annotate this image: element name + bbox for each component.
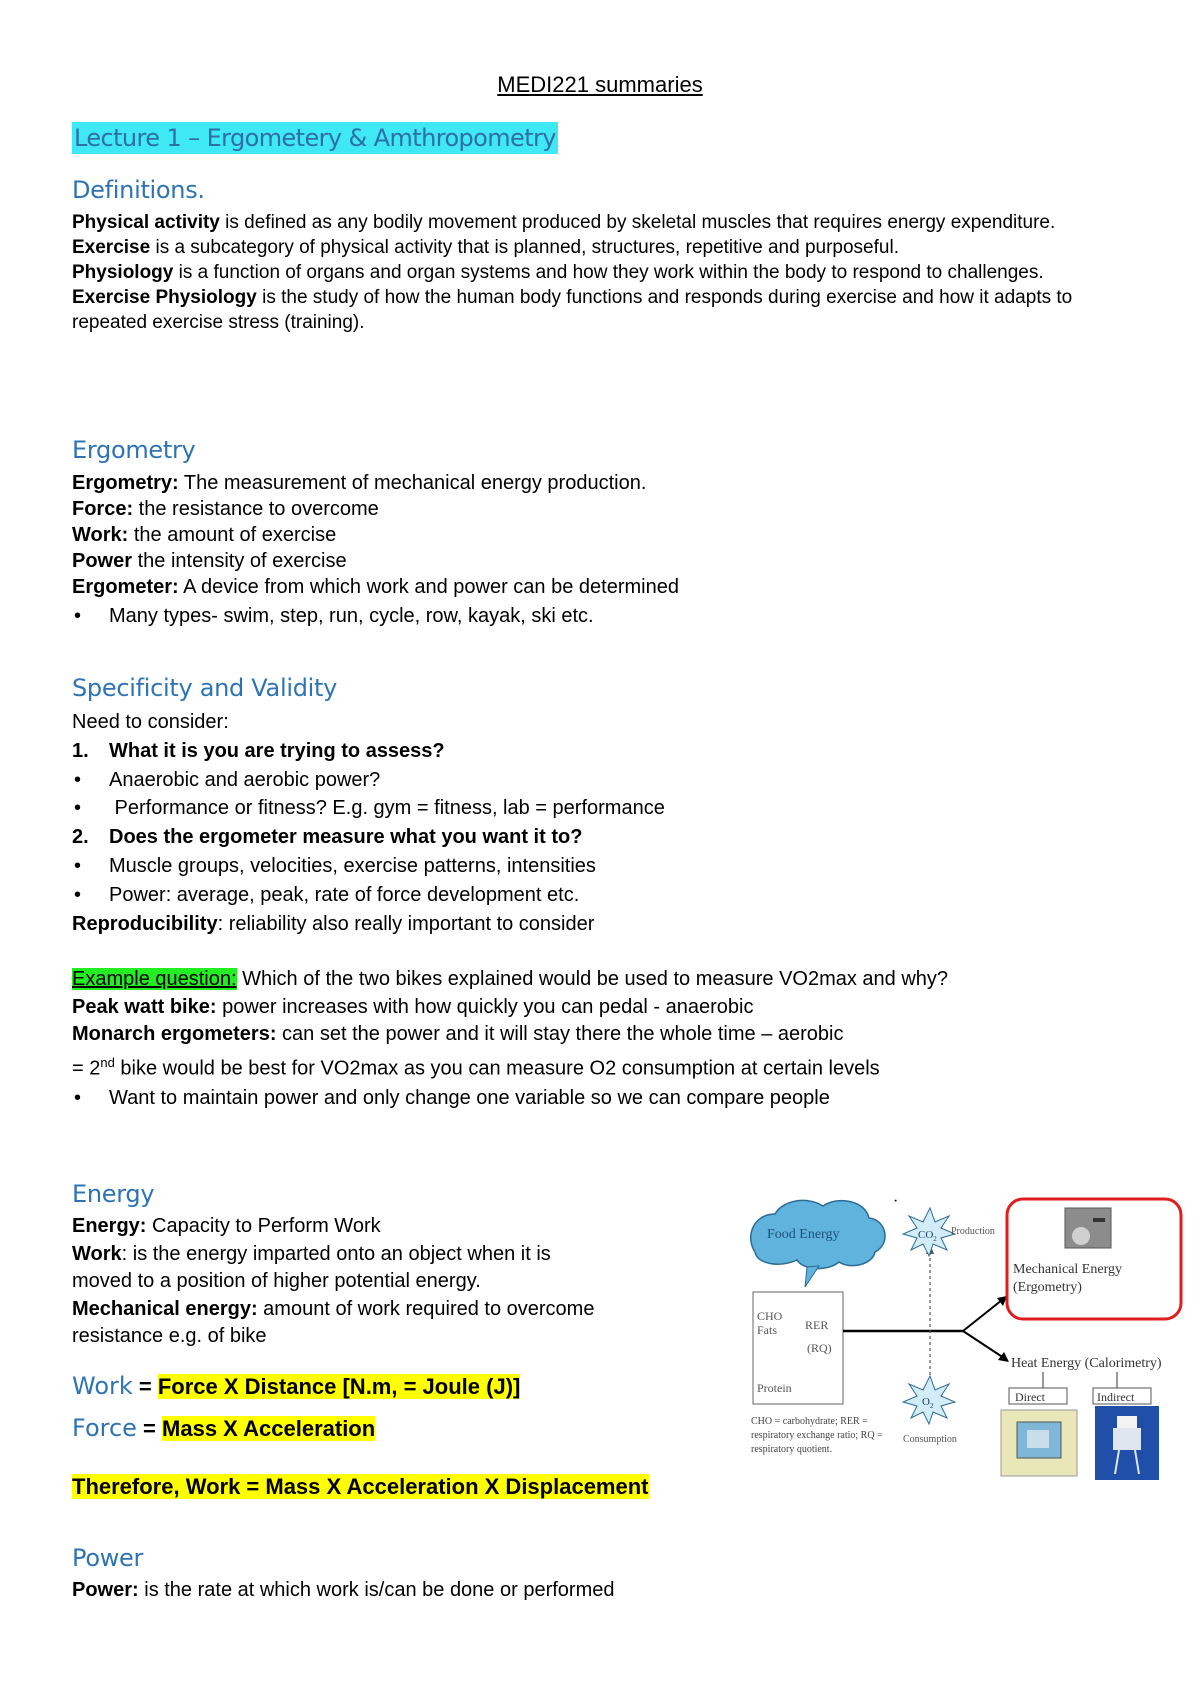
- definitions-heading: Definitions.: [72, 176, 205, 204]
- text: the intensity of exercise: [132, 550, 347, 572]
- ergometry-item: [72, 574, 1152, 600]
- rer-label: RER: [805, 1318, 829, 1332]
- direct-label: Direct: [1015, 1390, 1045, 1404]
- formula-rhs: Force X Distance [N.m, = Joule (J)]: [157, 1374, 521, 1399]
- ergometry-label: (Ergometry): [1013, 1280, 1082, 1295]
- text: can set the power and it will stay there the whole time – aerobic: [276, 1023, 844, 1045]
- bike-seat: [1093, 1218, 1105, 1222]
- definition-text: is the study of how the human body functions and responds during exercise and how it adapts to repeated exercise stress (training).: [72, 287, 1073, 333]
- text: Capacity to Perform Work: [146, 1215, 381, 1237]
- bullet-item: • Muscle groups, velocities, exercise patterns, intensities: [72, 852, 1152, 881]
- definition-item: [72, 260, 1152, 285]
- number: 2.: [72, 826, 89, 849]
- ergometry-item: [72, 522, 1152, 548]
- power-heading: Power: [72, 1544, 144, 1572]
- energy-line: moved to a position of higher potential energy.: [72, 1270, 481, 1292]
- definition-term: Physiology: [72, 262, 174, 283]
- energy-line: [72, 1241, 732, 1269]
- indirect-label: Indirect: [1097, 1390, 1135, 1404]
- energy-line: [72, 1213, 732, 1241]
- superscript: nd: [100, 1054, 115, 1070]
- specificity-intro: Need to consider:: [72, 711, 229, 733]
- definition-item: [72, 210, 1152, 235]
- text: bike would be best for VO2max as you can measure O2 consumption at certain levels: [114, 1057, 880, 1080]
- text: the resistance to overcome: [133, 498, 379, 520]
- heat-energy-label: Heat Energy (Calorimetry): [1011, 1356, 1162, 1371]
- o2-subscript: 2: [929, 1402, 934, 1410]
- energy-block: [72, 1213, 732, 1351]
- protein-label: Protein: [757, 1381, 792, 1395]
- energy-diagram: [745, 1192, 1190, 1482]
- text: power increases with how quickly you can pedal - anaerobic: [216, 995, 754, 1018]
- co2-text: CO: [918, 1229, 934, 1241]
- example-question: [72, 966, 1152, 994]
- formula-text: Therefore, Work = Mass X Acceleration X Displacement: [72, 1474, 649, 1499]
- text: : reliability also really important to consider: [217, 912, 595, 935]
- production-label: Production: [951, 1226, 995, 1237]
- o2-text: O: [922, 1396, 930, 1408]
- text: amount of work required to overcome: [257, 1297, 595, 1320]
- force-formula: [72, 1414, 375, 1442]
- term: Work:: [72, 524, 129, 546]
- definition-term: Exercise Physiology: [72, 287, 257, 308]
- cho-label: CHO: [757, 1309, 783, 1323]
- definition-item: [72, 285, 1152, 335]
- term: Force:: [72, 498, 134, 520]
- co2-subscript: 2: [933, 1235, 937, 1243]
- definition-term: Exercise: [72, 237, 151, 258]
- formula-label: Force: [72, 1414, 137, 1442]
- food-energy-label: Food Energy: [767, 1227, 840, 1242]
- o2-burst: [903, 1376, 955, 1424]
- bullet-item: • Many types- swim, step, run, cycle, row, kayak, ski etc.: [72, 603, 1152, 629]
- text: The measurement of mechanical energy production.: [178, 472, 647, 494]
- specificity-block: [72, 708, 1152, 938]
- formula-rhs: Mass X Acceleration: [162, 1416, 376, 1441]
- bullet-item: • Want to maintain power and only change one variable so we can compare people: [72, 1085, 1152, 1113]
- term: Power: [72, 550, 133, 572]
- equals: =: [136, 1416, 163, 1441]
- lecture-title: Lecture 1 – Ergometery & Amthropometry: [74, 124, 556, 152]
- term: Energy:: [72, 1215, 147, 1237]
- document-title: MEDI221 summaries: [497, 72, 703, 97]
- example-label: Example question:: [72, 968, 237, 990]
- peak-line: [72, 994, 1152, 1022]
- bike-photo: [1065, 1208, 1111, 1248]
- consumption-label: Consumption: [903, 1434, 957, 1445]
- work-formula: [72, 1372, 520, 1400]
- question-text: Does the ergometer measure what you want it to?: [109, 826, 583, 849]
- term: Monarch ergometers:: [72, 1023, 277, 1045]
- bike-wheel: [1072, 1227, 1090, 1245]
- numbered-question: [72, 737, 1152, 766]
- text: the amount of exercise: [128, 524, 337, 546]
- power-block: [72, 1577, 1152, 1603]
- question-text: What it is you are trying to assess?: [109, 739, 445, 762]
- energy-line: [72, 1296, 732, 1324]
- monarch-line: [72, 1021, 1152, 1049]
- diagram-caption-line: respiratory exchange ratio; RQ =: [751, 1430, 883, 1441]
- heat-branch-line: [963, 1331, 1007, 1360]
- diagram-caption-line: CHO = carbohydrate; RER =: [751, 1416, 868, 1427]
- term: Mechanical energy:: [72, 1297, 258, 1320]
- definitions-block: [72, 210, 1152, 335]
- term: Work: [72, 1242, 122, 1265]
- specificity-heading: Specificity and Validity: [72, 674, 338, 702]
- definition-text: is a subcategory of physical activity that is planned, structures, repetitive and purposeful.: [150, 237, 899, 258]
- formula-label: Work: [72, 1372, 133, 1400]
- equals: =: [132, 1374, 158, 1399]
- numbered-question: [72, 823, 1152, 852]
- text: : is the energy imparted onto an object when it is: [121, 1242, 551, 1265]
- ergometry-item: [72, 470, 1152, 496]
- term: Reproducibility: [72, 912, 218, 935]
- bullet-item: • Performance or fitness? E.g. gym = fitness, lab = performance: [72, 794, 1152, 823]
- diagram-caption-line: respiratory quotient.: [751, 1444, 833, 1455]
- answer-line: [72, 1049, 1152, 1083]
- ergometry-item: [72, 496, 1152, 522]
- power-line: [72, 1577, 1152, 1603]
- ergometry-item: [72, 548, 1152, 574]
- definition-text: is defined as any bodily movement produced by skeletal muscles that requires energy expenditure.: [219, 212, 1056, 233]
- ergometry-block: [72, 470, 1152, 629]
- food-energy-cloud: [751, 1200, 885, 1287]
- example-block: [72, 966, 1152, 1112]
- fats-label: Fats: [757, 1323, 778, 1337]
- energy-line: resistance e.g. of bike: [72, 1325, 267, 1347]
- definition-text: is a function of organs and organ systems and how they work within the body to respond to challenges.: [173, 262, 1044, 283]
- dot-mark: ·: [893, 1193, 899, 1210]
- question-text: Which of the two bikes explained would be used to measure VO2max and why?: [236, 968, 949, 990]
- text: is the rate at which work is/can be done or performed: [138, 1579, 615, 1601]
- mechanical-energy-label: Mechanical Energy: [1013, 1262, 1122, 1277]
- reproducibility-line: [72, 910, 1152, 939]
- rq-label: (RQ): [807, 1341, 832, 1355]
- bullet-item: • Anaerobic and aerobic power?: [72, 766, 1152, 795]
- co2-burst: [903, 1208, 955, 1256]
- calorimeter-inner: [1027, 1430, 1049, 1448]
- term: Peak watt bike:: [72, 995, 217, 1018]
- definition-item: [72, 235, 1152, 260]
- text: = 2: [72, 1057, 101, 1080]
- energy-heading: Energy: [72, 1180, 155, 1208]
- bullet-item: • Power: average, peak, rate of force development etc.: [72, 881, 1152, 910]
- energy-diagram-svg: [745, 1192, 1190, 1482]
- term: Ergometry:: [72, 472, 179, 494]
- metabolic-cart-screen: [1117, 1416, 1137, 1428]
- text: A device from which work and power can be determined: [178, 576, 679, 598]
- definition-term: Physical activity: [72, 212, 220, 233]
- ergometry-heading: Ergometry: [72, 436, 196, 464]
- number: 1.: [72, 739, 89, 762]
- term: Power:: [72, 1579, 139, 1601]
- metabolic-cart: [1113, 1428, 1141, 1450]
- heat-arrowhead: [998, 1352, 1009, 1362]
- therefore-formula: [72, 1474, 649, 1500]
- term: Ergometer:: [72, 576, 179, 598]
